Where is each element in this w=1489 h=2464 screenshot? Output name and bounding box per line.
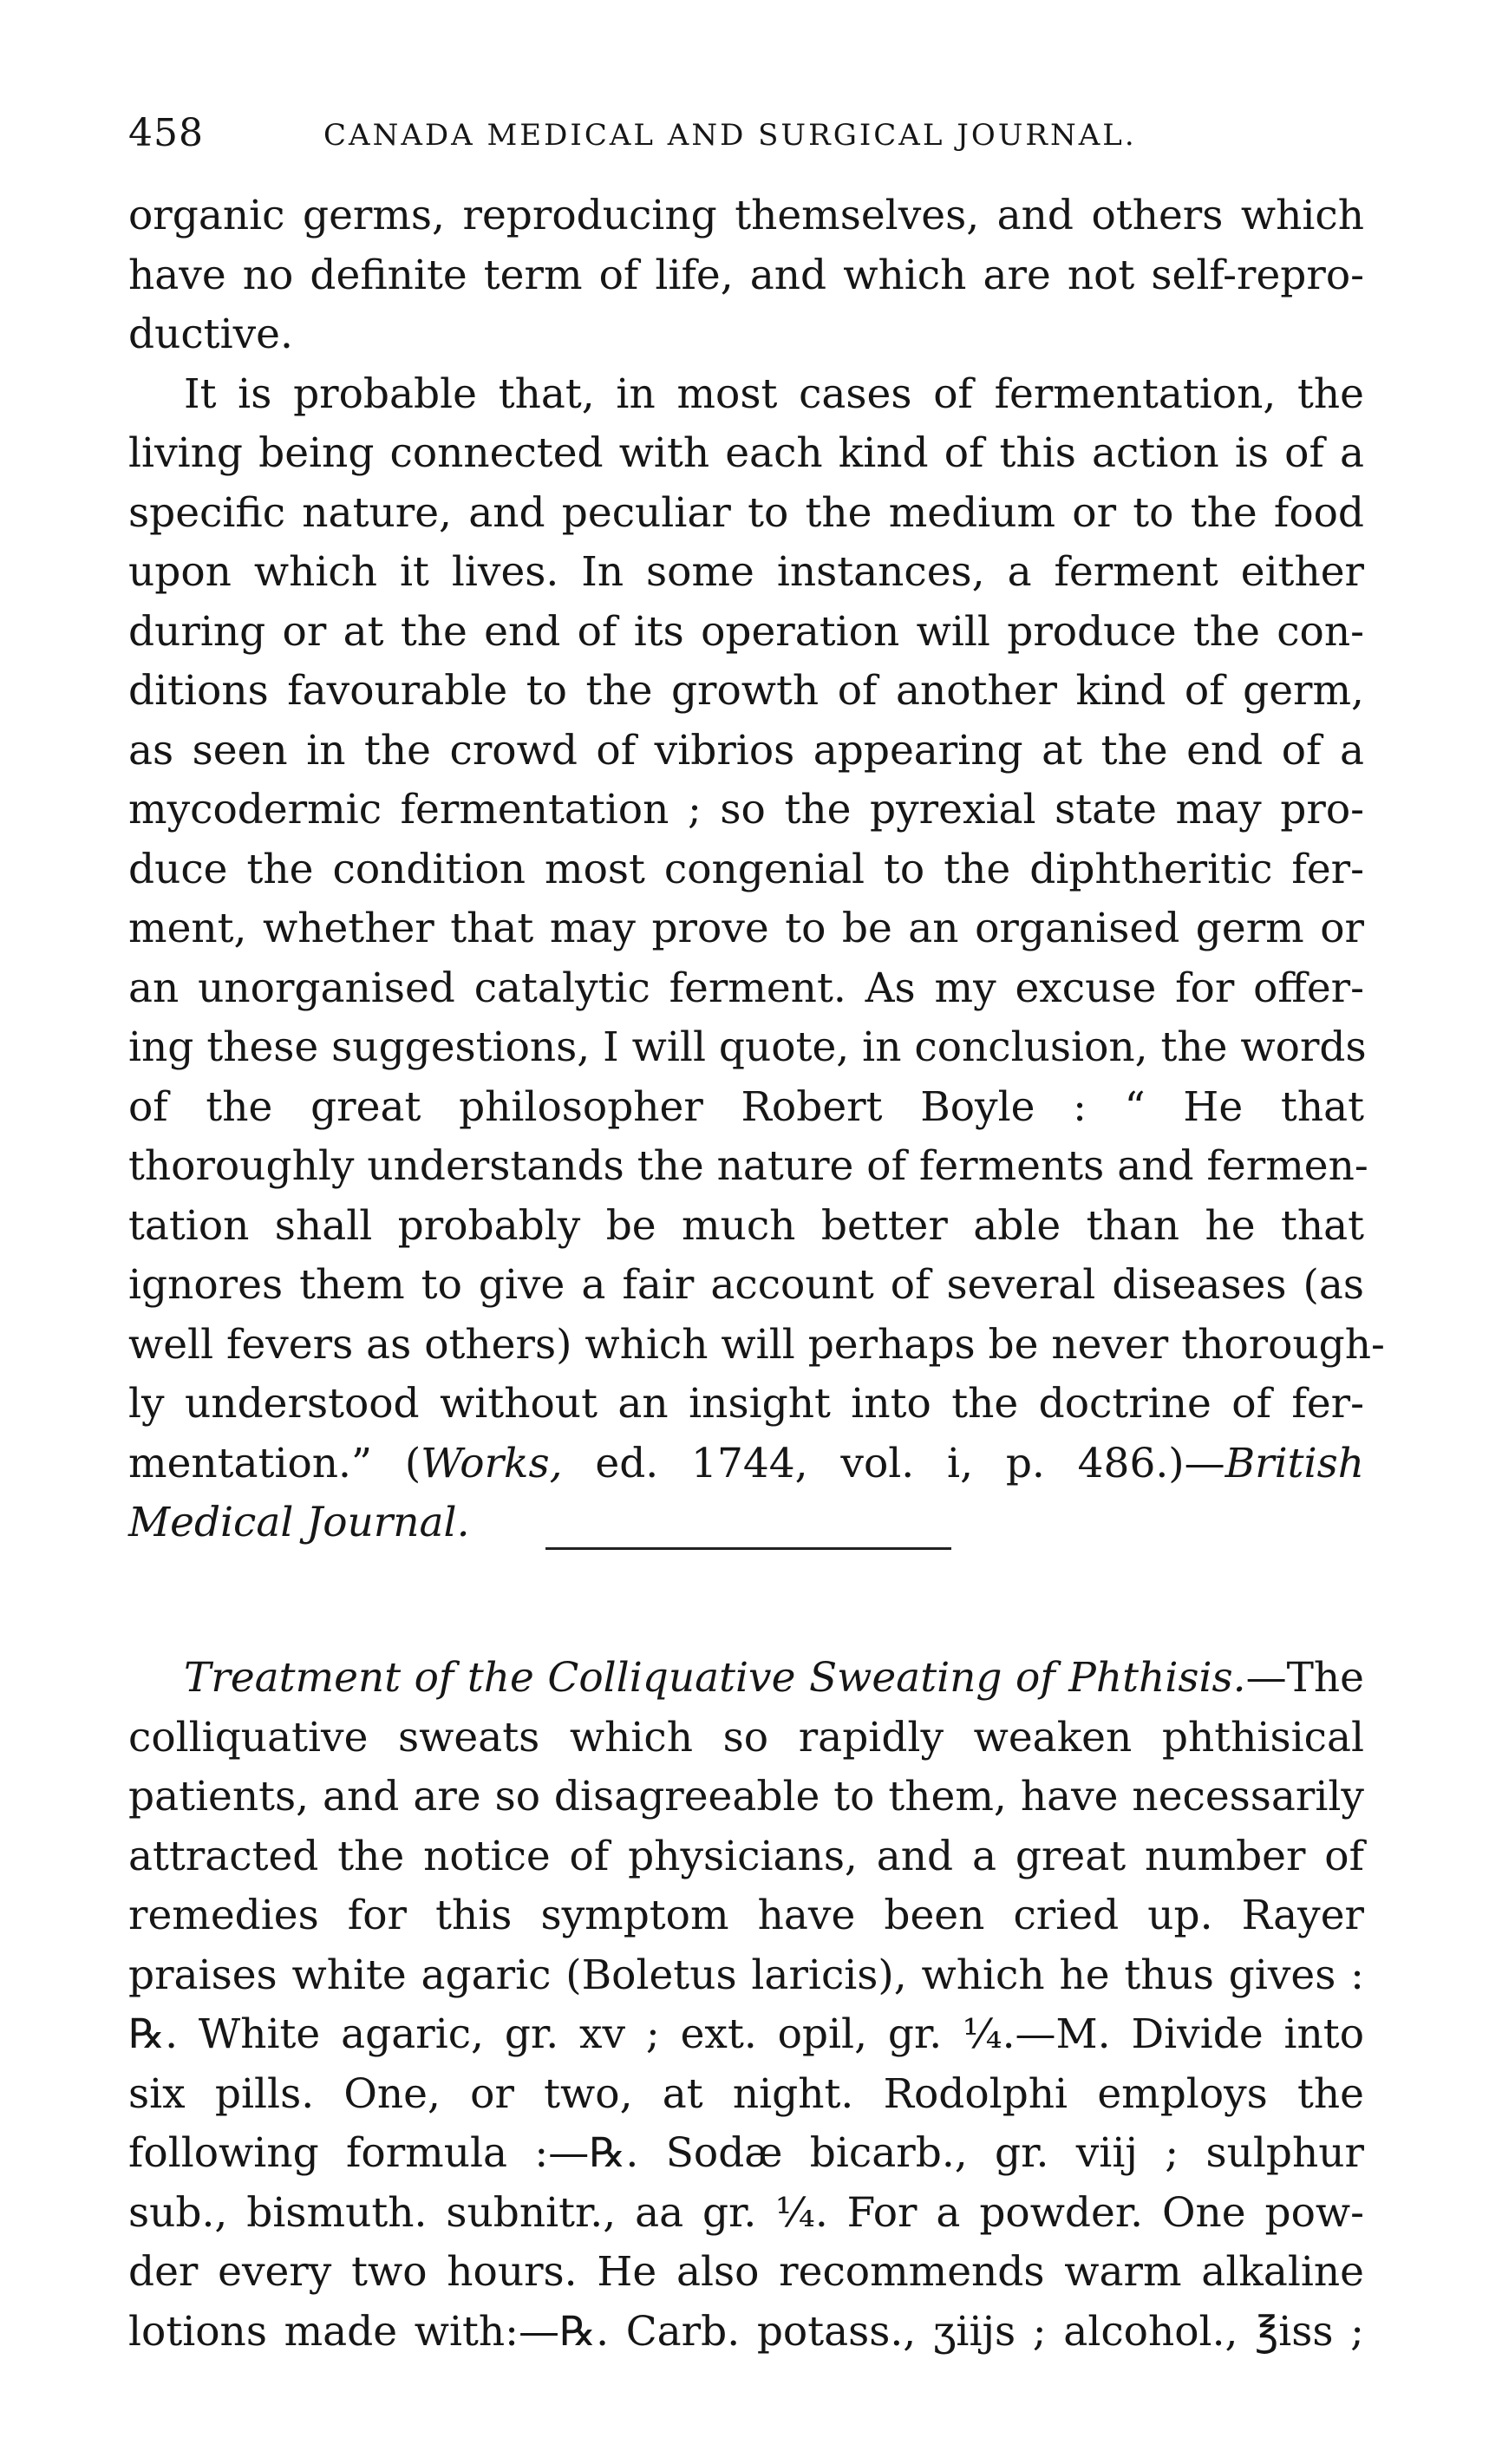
text-line: ly understood without an insight into the doctrine of fer- <box>128 1380 1364 1428</box>
citation-details: ed. 1744, vol. i, p. 486.)— <box>562 1439 1225 1487</box>
text-line: specific nature, and peculiar to the medium or to the food <box>128 488 1364 537</box>
text-line: ditions favourable to the growth of another kind of germ, <box>128 667 1364 715</box>
article-title: Treatment of the Colliquative Sweating of Phthisis. <box>184 1654 1246 1702</box>
text-line: following formula :—℞. Sodæ bicarb., gr. viij ; sulphur <box>128 2129 1364 2177</box>
text-line: as seen in the crowd of vibrios appearing at the end of a <box>128 726 1364 774</box>
citation-line <box>128 1435 1364 1494</box>
text-line: ignores them to give a fair account of several diseases (as <box>128 1261 1364 1309</box>
text-line: well fevers as others) which will perhaps be never thorough- <box>128 1320 1385 1369</box>
page-number: 458 <box>128 111 204 155</box>
page-header <box>128 111 1368 163</box>
text-line: tation shall probably be much better able than he that <box>128 1201 1364 1250</box>
text-line: during or at the end of its operation will produce the con- <box>128 607 1364 656</box>
text-line: der every two hours. He also recommends warm alkaline <box>128 2248 1364 2296</box>
text-line: living being connected with each kind of this action is of a <box>128 429 1364 477</box>
citation-source-b: Medical Journal. <box>128 1499 470 1546</box>
text-line: organic germs, reproducing themselves, and others which <box>128 192 1364 239</box>
text-line: an unorganised catalytic ferment. As my excuse for offer- <box>128 964 1364 1012</box>
text-line: ment, whether that may prove to be an organised germ or <box>128 905 1364 952</box>
article-title-line <box>128 1649 1364 1709</box>
running-head: CANADA MEDICAL AND SURGICAL JOURNAL. <box>323 118 1137 153</box>
citation-prefix: mentation.” ( <box>128 1439 421 1487</box>
text-line: remedies for this symptom have been cried up. Rayer <box>128 1892 1364 1939</box>
article-title-tail: —The <box>1245 1654 1364 1702</box>
text-line: of the great philosopher Robert Boyle : “ He that <box>128 1082 1364 1131</box>
text-line: sub., bismuth. subnitr., aa gr. ¼. For a powder. One pow- <box>128 2188 1364 2237</box>
article-colliquative-sweating <box>128 1649 1364 2362</box>
text-line: attracted the notice of physicians, and a great number of <box>128 1832 1364 1880</box>
text-line: ℞. White agaric, gr. xv ; ext. opil, gr. ¼.—M. Divide into <box>128 2010 1364 2058</box>
text-line: patients, and are so disagreeable to them, have necessarily <box>128 1773 1364 1820</box>
text-line: It is probable that, in most cases of fermentation, the <box>184 369 1364 418</box>
section-divider <box>545 1547 951 1550</box>
text-line: ductive. <box>128 310 293 358</box>
text-line: thoroughly understands the nature of ferments and fermen- <box>128 1142 1368 1190</box>
text-line: mycodermic fermentation ; so the pyrexial state may pro- <box>128 786 1364 833</box>
text-line: duce the condition most congenial to the diphtheritic fer- <box>128 845 1364 893</box>
text-line: colliquative sweats which so rapidly weaken phthisical <box>128 1713 1364 1761</box>
text-line: upon which it lives. In some instances, a ferment either <box>128 548 1364 596</box>
text-line: have no definite term of life, and which are not self-repro- <box>128 251 1364 299</box>
citation-line <box>128 1493 1364 1553</box>
text-line: praises white agaric (Boletus laricis), which he thus gives : <box>128 1951 1364 1999</box>
citation-source-a: British <box>1225 1439 1364 1487</box>
citation-works: Works, <box>421 1439 563 1487</box>
text-line: six pills. One, or two, at night. Rodolphi employs the <box>128 2069 1364 2118</box>
article-fermentation <box>128 186 1385 1553</box>
text-line: ing these suggestions, I will quote, in conclusion, the words <box>128 1023 1367 1071</box>
text-line: lotions made with:—℞. Carb. potass., ʒiijs ; alcohol., ℥iss ; <box>128 2307 1364 2356</box>
